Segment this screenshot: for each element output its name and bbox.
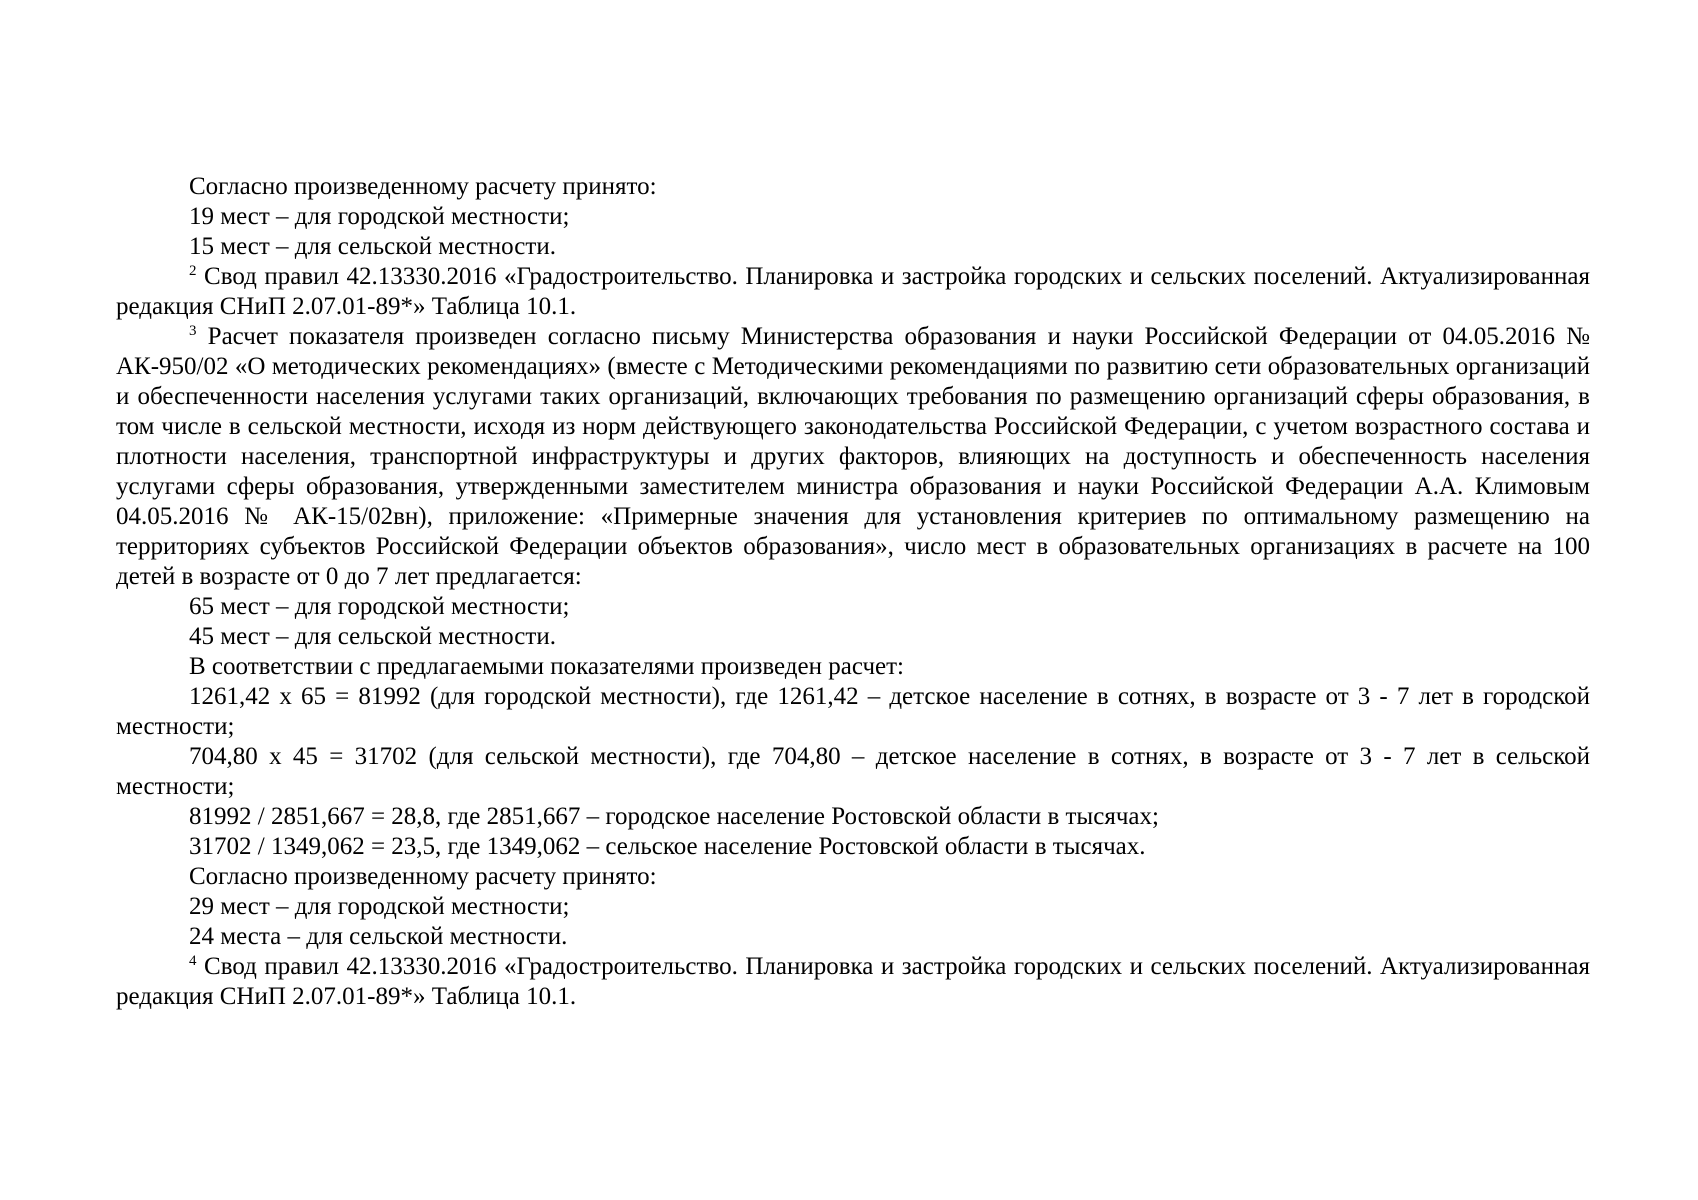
footnote-3: $^3$ Расчет показателя произведен согласно письму Министерства образования и науки Российской Федерации от 04.05.2016 № АК-950/02 «О методических рекомендациях» (вместе с Методическими рекомендациями по развитию сети образовательных организаций и обеспеченности населения услугами таких организаций, включающих требования по размещению организаций сферы образования, в том числе в сельской местности, исходя из норм действующего законодательства Российской Федерации, с учетом возрастного состава и плотности населения, транспортной инфраструктуры и других факторов, влияющих на доступность и обеспеченность населения услугами сферы образования, утвержденными заместителем министра образования и науки Российской Федерации А.А. Климовым 04.05.2016 № АК-15/02вн), приложение: «Примерные значения для установления критериев по оптимальному размещению на территориях субъектов Российской Федерации объектов образования», число мест в образовательных организациях в расчете на 100 детей в возрасте от 0 до 7 лет предлагается: xyxy=(116,323,1590,590)
footnote-4: $^4$ Свод правил 42.13330.2016 «Градостроительство. Планировка и застройка городских и сельских поселений. Актуализированная редакция СНиП 2.07.01-89*» Таблица 10.1. xyxy=(116,953,1590,1010)
footnote-marker: 4 xyxy=(189,953,197,969)
calculation-line: 1261,42 x 65 = 81992 (для городской местности), где 1261,42 – детское население в сотнях, в возрасте от 3 - 7 лет в городской местности; xyxy=(116,683,1590,740)
calculation-line: 704,80 x 45 = 31702 (для сельской местности), где 704,80 – детское население в сотнях, в возрасте от 3 - 7 лет в сельской местности; xyxy=(116,743,1590,800)
paragraph: 29 мест – для городской местности; xyxy=(189,893,570,920)
calculation-line: 81992 / 2851,667 = 28,8, где 2851,667 – городское население Ростовской области в тысячах; xyxy=(189,803,1159,830)
footnote-2: $^2$ Свод правил 42.13330.2016 «Градостроительство. Планировка и застройка городских и сельских поселений. Актуализированная редакция СНиП 2.07.01-89*» Таблица 10.1. xyxy=(116,263,1590,320)
paragraph: 15 мест – для сельской местности. xyxy=(189,233,556,260)
footnote-marker: 3 xyxy=(189,323,197,339)
paragraph: Согласно произведенному расчету принято: xyxy=(189,173,657,200)
paragraph: 19 мест – для городской местности; xyxy=(189,203,570,230)
footnote-marker: 2 xyxy=(189,263,197,279)
paragraph: 24 места – для сельской местности. xyxy=(189,923,568,950)
paragraph: 45 мест – для сельской местности. xyxy=(189,623,556,650)
calculation-line: 31702 / 1349,062 = 23,5, где 1349,062 – сельское население Ростовской области в тысячах. xyxy=(189,833,1146,860)
paragraph: 65 мест – для городской местности; xyxy=(189,593,570,620)
paragraph: Согласно произведенному расчету принято: xyxy=(189,863,657,890)
paragraph: В соответствии с предлагаемыми показателями произведен расчет: xyxy=(189,653,904,680)
document-body xyxy=(116,172,1590,1012)
